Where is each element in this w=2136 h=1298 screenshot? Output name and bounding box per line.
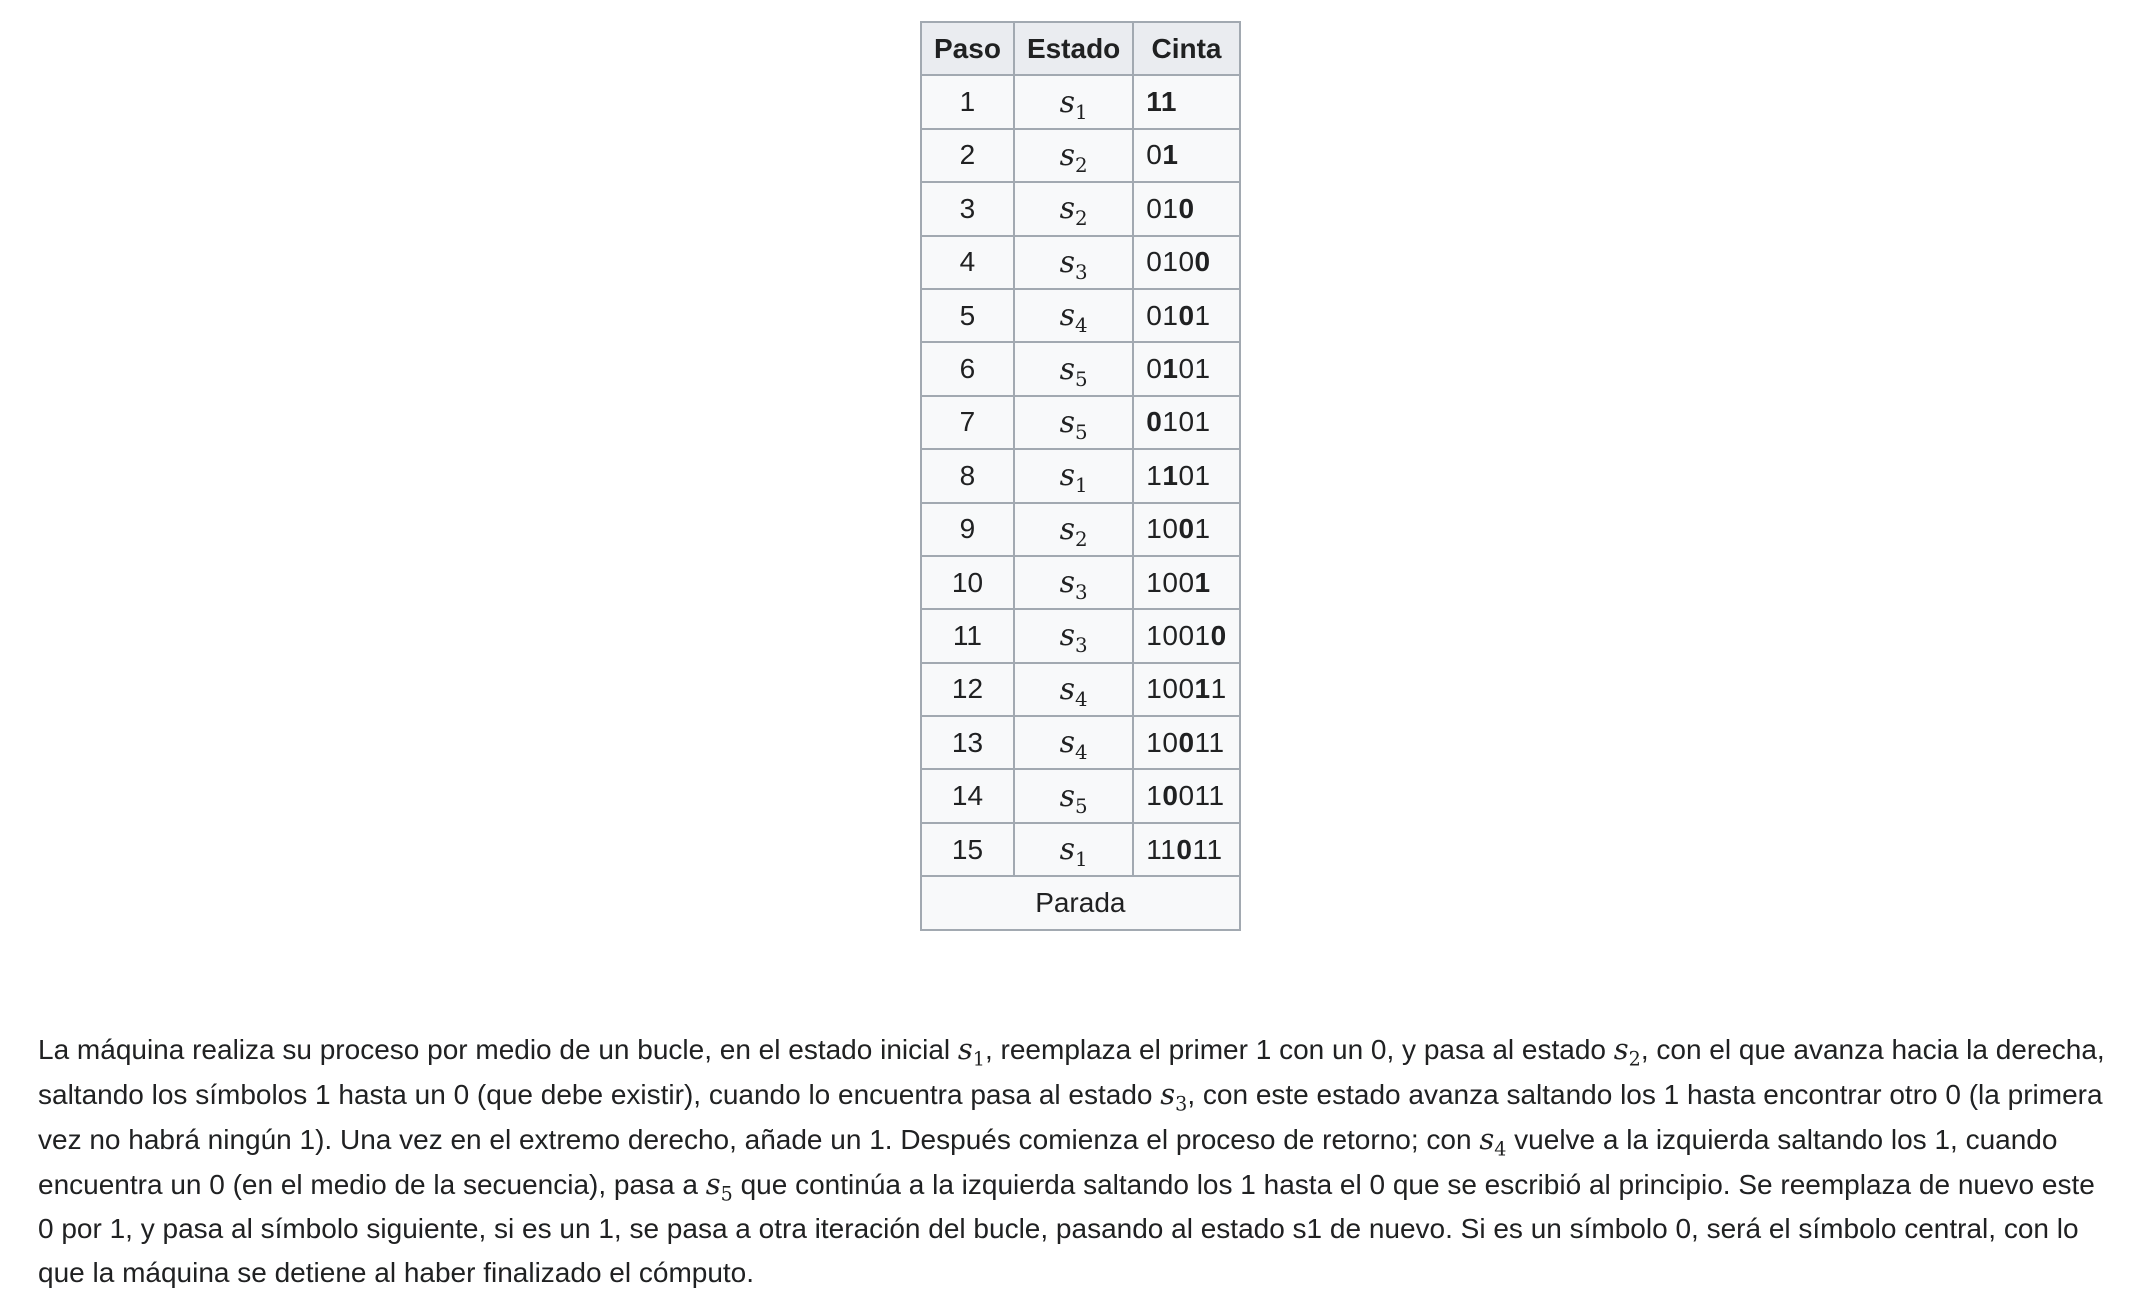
- step-number: 1: [921, 75, 1014, 128]
- paragraph-text: La máquina realiza su proceso por medio de un bucle, en el estado inicial: [38, 1034, 958, 1065]
- state-symbol: s: [1059, 84, 1076, 120]
- state-cell: [1014, 609, 1133, 662]
- state-cell: [1014, 342, 1133, 395]
- tape-cell: [1133, 289, 1239, 342]
- state-index: 5: [1075, 367, 1088, 391]
- tape-cell: [1133, 556, 1239, 609]
- tape-head-symbol: 0: [1178, 192, 1195, 224]
- state-cell: [1014, 289, 1133, 342]
- step-number: 4: [921, 236, 1014, 289]
- state-math-symbol: s: [957, 1032, 973, 1066]
- halt-label: Parada: [921, 876, 1240, 929]
- table-body: [921, 75, 1240, 876]
- header-estado: Estado: [1014, 22, 1133, 75]
- state-index: 2: [1075, 527, 1088, 551]
- state-index: 3: [1075, 581, 1088, 605]
- tape-head-symbol: 1: [1162, 459, 1179, 491]
- tape-symbols: 1: [1194, 299, 1211, 331]
- state-cell: [1014, 769, 1133, 822]
- table-header-row: [921, 22, 1240, 75]
- header-paso: Paso: [921, 22, 1014, 75]
- tape-symbols: 0: [1146, 353, 1163, 385]
- explanation-paragraph: [38, 1027, 2118, 1295]
- table-row: [921, 769, 1240, 822]
- state-index: 5: [1075, 420, 1088, 444]
- state-index: 4: [1075, 741, 1088, 765]
- step-number: 12: [921, 663, 1014, 716]
- tape-symbols: 1: [1146, 780, 1163, 812]
- tape-head-symbol: 1: [1194, 673, 1211, 705]
- state-index: 2: [1075, 207, 1088, 231]
- tape-symbols: 1: [1194, 513, 1211, 545]
- tape-cell: [1133, 182, 1239, 235]
- tape-symbols: 11: [1194, 726, 1225, 758]
- tape-cell: [1133, 503, 1239, 556]
- table-row: [921, 182, 1240, 235]
- table-row: [921, 609, 1240, 662]
- state-symbol: s: [1059, 618, 1076, 654]
- tape-cell: [1133, 769, 1239, 822]
- tape-head-symbol: 0: [1162, 780, 1179, 812]
- paragraph-text: vuelve a la izquierda saltando los 1, cuando encuentra un 0 (en el medio de la secuencia), pasa a: [38, 1124, 2058, 1200]
- tape-symbols: 011: [1178, 780, 1225, 812]
- step-number: 3: [921, 182, 1014, 235]
- state-cell: [1014, 823, 1133, 876]
- state-math: [957, 1032, 985, 1071]
- state-symbol: s: [1059, 565, 1076, 601]
- state-symbol: s: [1059, 832, 1076, 868]
- state-symbol: s: [1059, 671, 1076, 707]
- step-number: 7: [921, 396, 1014, 449]
- tape-head-symbol: 0: [1178, 513, 1195, 545]
- state-math: [1160, 1077, 1188, 1116]
- tape-symbols: 100: [1146, 673, 1195, 705]
- state-symbol: s: [1059, 191, 1076, 227]
- state-cell: [1014, 129, 1133, 182]
- tape-head-symbol: 0: [1194, 246, 1211, 278]
- tape-symbols: 10: [1146, 513, 1179, 545]
- table-row: [921, 716, 1240, 769]
- tape-head-symbol: 1: [1162, 139, 1179, 171]
- state-math: [1613, 1032, 1641, 1071]
- tape-symbols: 0: [1146, 139, 1163, 171]
- tape-symbols: 100: [1146, 566, 1195, 598]
- step-number: 8: [921, 449, 1014, 502]
- state-index: 5: [1075, 794, 1088, 818]
- state-index: 3: [1075, 634, 1088, 658]
- state-symbol: s: [1059, 298, 1076, 334]
- state-cell: [1014, 75, 1133, 128]
- state-index: 1: [1075, 474, 1088, 498]
- step-number: 13: [921, 716, 1014, 769]
- tape-cell: [1133, 129, 1239, 182]
- table-row: [921, 449, 1240, 502]
- state-math-symbol: s: [1479, 1122, 1495, 1156]
- tape-head-symbol: 0: [1178, 726, 1195, 758]
- table-row: [921, 396, 1240, 449]
- tape-head-symbol: 1: [1194, 566, 1211, 598]
- state-index: 4: [1075, 687, 1088, 711]
- tape-symbols: 1: [1210, 673, 1227, 705]
- tape-symbols: 1001: [1146, 619, 1211, 651]
- table-row: [921, 663, 1240, 716]
- step-number: 6: [921, 342, 1014, 395]
- state-cell: [1014, 716, 1133, 769]
- paragraph-text: , con el que avanza hacia la derecha, saltando los símbolos 1 hasta un 0 (que debe existir), cuando lo encuentra pasa al estado: [38, 1034, 2105, 1110]
- state-cell: [1014, 663, 1133, 716]
- tape-head-symbol: 0: [1178, 299, 1195, 331]
- state-index: 4: [1075, 314, 1088, 338]
- state-index: 2: [1075, 153, 1088, 177]
- state-symbol: s: [1059, 458, 1076, 494]
- state-math-symbol: s: [705, 1167, 721, 1201]
- state-cell: [1014, 236, 1133, 289]
- table-row: [921, 556, 1240, 609]
- tape-head-symbol: 1: [1162, 353, 1179, 385]
- tape-head-symbol: 0: [1176, 833, 1193, 865]
- step-number: 14: [921, 769, 1014, 822]
- tape-head-symbol: 0: [1210, 619, 1227, 651]
- tape-symbols: 101: [1162, 406, 1211, 438]
- state-symbol: s: [1059, 244, 1076, 280]
- tape-symbols: 01: [1146, 192, 1179, 224]
- step-number: 15: [921, 823, 1014, 876]
- turing-table-container: [920, 21, 1241, 931]
- table-row: [921, 342, 1240, 395]
- paragraph-text: , con este estado avanza saltando los 1 hasta encontrar otro 0 (la primera vez no habrá ningún 1). Una vez en el extremo derecho, añade un 1. Después comienza el proceso de retorno; con: [38, 1079, 2103, 1155]
- state-math: [705, 1167, 733, 1206]
- state-cell: [1014, 396, 1133, 449]
- state-symbol: s: [1059, 511, 1076, 547]
- step-number: 5: [921, 289, 1014, 342]
- state-index: 1: [1075, 100, 1088, 124]
- tape-symbols: 010: [1146, 246, 1195, 278]
- tape-symbols: 11: [1192, 833, 1223, 865]
- state-math-symbol: s: [1160, 1077, 1176, 1111]
- tape-symbols: 01: [1146, 299, 1179, 331]
- tape-cell: [1133, 449, 1239, 502]
- state-math: [1479, 1122, 1507, 1161]
- header-cinta: Cinta: [1133, 22, 1239, 75]
- tape-cell: [1133, 396, 1239, 449]
- tape-head-symbol: 11: [1146, 86, 1177, 118]
- tape-symbols: 10: [1146, 726, 1179, 758]
- state-cell: [1014, 182, 1133, 235]
- state-cell: [1014, 556, 1133, 609]
- step-number: 10: [921, 556, 1014, 609]
- tape-cell: [1133, 609, 1239, 662]
- step-number: 2: [921, 129, 1014, 182]
- table-row: [921, 129, 1240, 182]
- tape-symbols: 11: [1146, 833, 1177, 865]
- state-index: 1: [1075, 847, 1088, 871]
- step-number: 9: [921, 503, 1014, 556]
- state-math-index: 2: [1628, 1047, 1641, 1071]
- paragraph-text: , reemplaza el primer 1 con un 0, y pasa al estado: [984, 1034, 1614, 1065]
- table-row: [921, 823, 1240, 876]
- state-math-symbol: s: [1613, 1032, 1629, 1066]
- state-cell: [1014, 503, 1133, 556]
- turing-steps-table: [920, 21, 1241, 931]
- table-row: [921, 75, 1240, 128]
- state-symbol: s: [1059, 778, 1076, 814]
- tape-cell: [1133, 75, 1239, 128]
- state-math-index: 5: [720, 1182, 733, 1206]
- tape-cell: [1133, 236, 1239, 289]
- state-index: 3: [1075, 260, 1088, 284]
- tape-symbols: 01: [1178, 353, 1211, 385]
- state-cell: [1014, 449, 1133, 502]
- table-footer-row: [921, 876, 1240, 929]
- table-row: [921, 289, 1240, 342]
- table-row: [921, 503, 1240, 556]
- state-symbol: s: [1059, 137, 1076, 173]
- state-symbol: s: [1059, 725, 1076, 761]
- step-number: 11: [921, 609, 1014, 662]
- state-math-index: 4: [1494, 1137, 1507, 1161]
- state-math-index: 3: [1175, 1092, 1188, 1116]
- tape-cell: [1133, 823, 1239, 876]
- tape-cell: [1133, 342, 1239, 395]
- paragraph-text: que continúa a la izquierda saltando los 1 hasta el 0 que se escribió al principio. Se reemplaza de nuevo este 0 por 1, y pasa al símbolo siguiente, si es un 1, se pasa a otra iteración del bucle, pasando al estado s1 de nuevo. Si es un símbolo 0, será el símbolo central, con lo que la máquina se detiene al haber finalizado el cómputo.: [38, 1169, 2095, 1288]
- tape-cell: [1133, 716, 1239, 769]
- tape-cell: [1133, 663, 1239, 716]
- table-row: [921, 236, 1240, 289]
- state-symbol: s: [1059, 351, 1076, 387]
- tape-head-symbol: 0: [1146, 406, 1163, 438]
- tape-symbols: 01: [1178, 459, 1211, 491]
- state-math-index: 1: [972, 1047, 985, 1071]
- tape-symbols: 1: [1146, 459, 1163, 491]
- state-symbol: s: [1059, 404, 1076, 440]
